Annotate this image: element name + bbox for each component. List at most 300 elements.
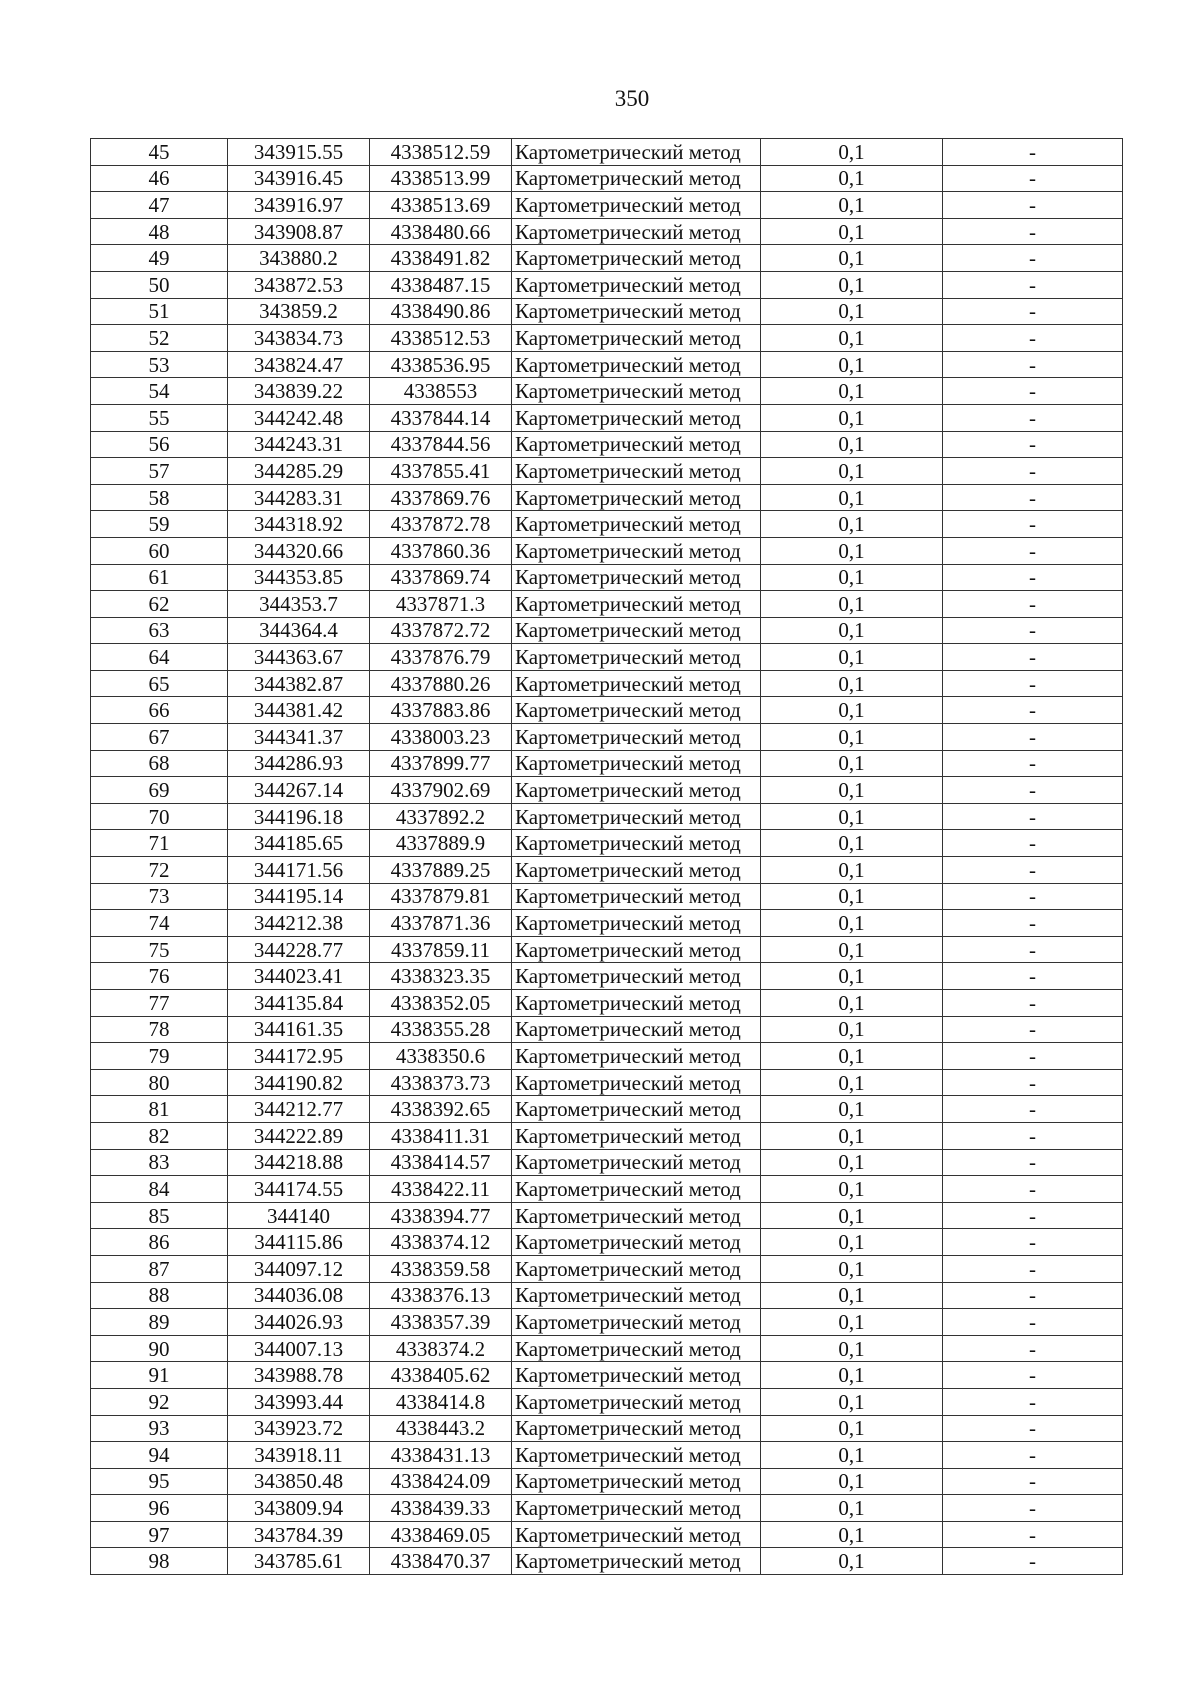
method-cell: Картометрический метод (512, 1468, 761, 1495)
table-row (91, 245, 1123, 272)
x-coordinate-cell: 344222.89 (228, 1122, 370, 1149)
point-number-cell: 95 (91, 1468, 228, 1495)
y-coordinate-cell: 4337869.74 (370, 564, 512, 591)
method-cell: Картометрический метод (512, 218, 761, 245)
dash-cell: - (943, 1442, 1123, 1469)
x-coordinate-cell: 344212.77 (228, 1096, 370, 1123)
accuracy-cell: 0,1 (761, 1176, 943, 1203)
method-cell: Картометрический метод (512, 564, 761, 591)
y-coordinate-cell: 4337883.86 (370, 697, 512, 724)
dash-cell: - (943, 1282, 1123, 1309)
table-row (91, 271, 1123, 298)
accuracy-cell: 0,1 (761, 537, 943, 564)
point-number-cell: 79 (91, 1043, 228, 1070)
table-row (91, 1043, 1123, 1070)
point-number-cell: 52 (91, 325, 228, 352)
point-number-cell: 47 (91, 192, 228, 219)
y-coordinate-cell: 4337889.9 (370, 830, 512, 857)
y-coordinate-cell: 4337844.14 (370, 404, 512, 431)
method-cell: Картометрический метод (512, 537, 761, 564)
dash-cell: - (943, 404, 1123, 431)
point-number-cell: 61 (91, 564, 228, 591)
point-number-cell: 60 (91, 537, 228, 564)
point-number-cell: 82 (91, 1122, 228, 1149)
accuracy-cell: 0,1 (761, 591, 943, 618)
dash-cell: - (943, 1362, 1123, 1389)
accuracy-cell: 0,1 (761, 378, 943, 405)
point-number-cell: 98 (91, 1548, 228, 1575)
table-row (91, 1229, 1123, 1256)
x-coordinate-cell: 343850.48 (228, 1468, 370, 1495)
point-number-cell: 70 (91, 803, 228, 830)
table-row (91, 963, 1123, 990)
accuracy-cell: 0,1 (761, 484, 943, 511)
y-coordinate-cell: 4338414.57 (370, 1149, 512, 1176)
dash-cell: - (943, 1388, 1123, 1415)
table-row (91, 1442, 1123, 1469)
y-coordinate-cell: 4338003.23 (370, 724, 512, 751)
method-cell: Картометрический метод (512, 1495, 761, 1522)
x-coordinate-cell: 343872.53 (228, 271, 370, 298)
table-row (91, 1468, 1123, 1495)
accuracy-cell: 0,1 (761, 883, 943, 910)
point-number-cell: 53 (91, 351, 228, 378)
x-coordinate-cell: 343918.11 (228, 1442, 370, 1469)
method-cell: Картометрический метод (512, 1176, 761, 1203)
method-cell: Картометрический метод (512, 617, 761, 644)
y-coordinate-cell: 4337892.2 (370, 803, 512, 830)
table-row (91, 378, 1123, 405)
y-coordinate-cell: 4337844.56 (370, 431, 512, 458)
y-coordinate-cell: 4338374.2 (370, 1335, 512, 1362)
dash-cell: - (943, 1149, 1123, 1176)
point-number-cell: 77 (91, 990, 228, 1017)
accuracy-cell: 0,1 (761, 963, 943, 990)
dash-cell: - (943, 1495, 1123, 1522)
y-coordinate-cell: 4337872.78 (370, 511, 512, 538)
method-cell: Картометрический метод (512, 803, 761, 830)
x-coordinate-cell: 343785.61 (228, 1548, 370, 1575)
y-coordinate-cell: 4337880.26 (370, 670, 512, 697)
accuracy-cell: 0,1 (761, 697, 943, 724)
table-row (91, 1122, 1123, 1149)
method-cell: Картометрический метод (512, 378, 761, 405)
accuracy-cell: 0,1 (761, 910, 943, 937)
dash-cell: - (943, 218, 1123, 245)
point-number-cell: 58 (91, 484, 228, 511)
method-cell: Картометрический метод (512, 910, 761, 937)
x-coordinate-cell: 343923.72 (228, 1415, 370, 1442)
x-coordinate-cell: 344242.48 (228, 404, 370, 431)
point-number-cell: 54 (91, 378, 228, 405)
accuracy-cell: 0,1 (761, 670, 943, 697)
x-coordinate-cell: 344228.77 (228, 936, 370, 963)
x-coordinate-cell: 344218.88 (228, 1149, 370, 1176)
point-number-cell: 83 (91, 1149, 228, 1176)
table-row (91, 644, 1123, 671)
table-row (91, 777, 1123, 804)
y-coordinate-cell: 4338491.82 (370, 245, 512, 272)
y-coordinate-cell: 4338536.95 (370, 351, 512, 378)
method-cell: Картометрический метод (512, 511, 761, 538)
method-cell: Картометрический метод (512, 591, 761, 618)
point-number-cell: 74 (91, 910, 228, 937)
dash-cell: - (943, 139, 1123, 166)
point-number-cell: 75 (91, 936, 228, 963)
point-number-cell: 81 (91, 1096, 228, 1123)
method-cell: Картометрический метод (512, 1442, 761, 1469)
accuracy-cell: 0,1 (761, 750, 943, 777)
y-coordinate-cell: 4338323.35 (370, 963, 512, 990)
y-coordinate-cell: 4338414.8 (370, 1388, 512, 1415)
y-coordinate-cell: 4338512.53 (370, 325, 512, 352)
point-number-cell: 46 (91, 165, 228, 192)
x-coordinate-cell: 344023.41 (228, 963, 370, 990)
table-row (91, 1388, 1123, 1415)
dash-cell: - (943, 963, 1123, 990)
dash-cell: - (943, 298, 1123, 325)
table-row (91, 165, 1123, 192)
accuracy-cell: 0,1 (761, 1096, 943, 1123)
accuracy-cell: 0,1 (761, 404, 943, 431)
method-cell: Картометрический метод (512, 1388, 761, 1415)
y-coordinate-cell: 4337871.36 (370, 910, 512, 937)
method-cell: Картометрический метод (512, 139, 761, 166)
table-row (91, 1096, 1123, 1123)
accuracy-cell: 0,1 (761, 990, 943, 1017)
table-row (91, 511, 1123, 538)
x-coordinate-cell: 344364.4 (228, 617, 370, 644)
x-coordinate-cell: 343784.39 (228, 1521, 370, 1548)
x-coordinate-cell: 344341.37 (228, 724, 370, 751)
method-cell: Картометрический метод (512, 165, 761, 192)
method-cell: Картометрический метод (512, 670, 761, 697)
method-cell: Картометрический метод (512, 1149, 761, 1176)
dash-cell: - (943, 1016, 1123, 1043)
dash-cell: - (943, 351, 1123, 378)
method-cell: Картометрический метод (512, 990, 761, 1017)
y-coordinate-cell: 4337855.41 (370, 458, 512, 485)
table-row (91, 325, 1123, 352)
accuracy-cell: 0,1 (761, 1495, 943, 1522)
accuracy-cell: 0,1 (761, 803, 943, 830)
y-coordinate-cell: 4338487.15 (370, 271, 512, 298)
table-row (91, 1495, 1123, 1522)
table-row (91, 1282, 1123, 1309)
table-row (91, 1016, 1123, 1043)
table-row (91, 724, 1123, 751)
table-row (91, 1069, 1123, 1096)
method-cell: Картометрический метод (512, 750, 761, 777)
point-number-cell: 49 (91, 245, 228, 272)
point-number-cell: 66 (91, 697, 228, 724)
table-row (91, 857, 1123, 884)
table-row (91, 1415, 1123, 1442)
method-cell: Картометрический метод (512, 298, 761, 325)
accuracy-cell: 0,1 (761, 1229, 943, 1256)
accuracy-cell: 0,1 (761, 192, 943, 219)
point-number-cell: 67 (91, 724, 228, 751)
x-coordinate-cell: 344140 (228, 1202, 370, 1229)
x-coordinate-cell: 344243.31 (228, 431, 370, 458)
table-row (91, 750, 1123, 777)
x-coordinate-cell: 344026.93 (228, 1309, 370, 1336)
dash-cell: - (943, 1043, 1123, 1070)
table-row (91, 990, 1123, 1017)
point-number-cell: 63 (91, 617, 228, 644)
dash-cell: - (943, 990, 1123, 1017)
method-cell: Картометрический метод (512, 458, 761, 485)
dash-cell: - (943, 1335, 1123, 1362)
dash-cell: - (943, 378, 1123, 405)
table-row (91, 697, 1123, 724)
method-cell: Картометрический метод (512, 883, 761, 910)
dash-cell: - (943, 830, 1123, 857)
x-coordinate-cell: 344353.7 (228, 591, 370, 618)
x-coordinate-cell: 343916.45 (228, 165, 370, 192)
x-coordinate-cell: 344115.86 (228, 1229, 370, 1256)
point-number-cell: 65 (91, 670, 228, 697)
method-cell: Картометрический метод (512, 644, 761, 671)
method-cell: Картометрический метод (512, 1548, 761, 1575)
point-number-cell: 62 (91, 591, 228, 618)
point-number-cell: 96 (91, 1495, 228, 1522)
table-row (91, 830, 1123, 857)
table-row (91, 139, 1123, 166)
y-coordinate-cell: 4338357.39 (370, 1309, 512, 1336)
dash-cell: - (943, 165, 1123, 192)
x-coordinate-cell: 344195.14 (228, 883, 370, 910)
y-coordinate-cell: 4338424.09 (370, 1468, 512, 1495)
y-coordinate-cell: 4338513.99 (370, 165, 512, 192)
table-row (91, 803, 1123, 830)
point-number-cell: 91 (91, 1362, 228, 1389)
dash-cell: - (943, 883, 1123, 910)
method-cell: Картометрический метод (512, 1415, 761, 1442)
y-coordinate-cell: 4338490.86 (370, 298, 512, 325)
x-coordinate-cell: 343880.2 (228, 245, 370, 272)
dash-cell: - (943, 1202, 1123, 1229)
accuracy-cell: 0,1 (761, 1521, 943, 1548)
x-coordinate-cell: 343839.22 (228, 378, 370, 405)
y-coordinate-cell: 4337860.36 (370, 537, 512, 564)
accuracy-cell: 0,1 (761, 1548, 943, 1575)
accuracy-cell: 0,1 (761, 857, 943, 884)
accuracy-cell: 0,1 (761, 1122, 943, 1149)
dash-cell: - (943, 458, 1123, 485)
method-cell: Картометрический метод (512, 1069, 761, 1096)
y-coordinate-cell: 4338392.65 (370, 1096, 512, 1123)
dash-cell: - (943, 803, 1123, 830)
method-cell: Картометрический метод (512, 830, 761, 857)
accuracy-cell: 0,1 (761, 1468, 943, 1495)
point-number-cell: 89 (91, 1309, 228, 1336)
table-row (91, 218, 1123, 245)
x-coordinate-cell: 343824.47 (228, 351, 370, 378)
y-coordinate-cell: 4338431.13 (370, 1442, 512, 1469)
point-number-cell: 78 (91, 1016, 228, 1043)
x-coordinate-cell: 344212.38 (228, 910, 370, 937)
accuracy-cell: 0,1 (761, 1043, 943, 1070)
point-number-cell: 94 (91, 1442, 228, 1469)
table-row (91, 1521, 1123, 1548)
point-number-cell: 90 (91, 1335, 228, 1362)
accuracy-cell: 0,1 (761, 1362, 943, 1389)
dash-cell: - (943, 271, 1123, 298)
x-coordinate-cell: 344320.66 (228, 537, 370, 564)
method-cell: Картометрический метод (512, 857, 761, 884)
y-coordinate-cell: 4337902.69 (370, 777, 512, 804)
dash-cell: - (943, 325, 1123, 352)
x-coordinate-cell: 343834.73 (228, 325, 370, 352)
accuracy-cell: 0,1 (761, 1069, 943, 1096)
x-coordinate-cell: 343809.94 (228, 1495, 370, 1522)
table-row (91, 1362, 1123, 1389)
x-coordinate-cell: 344363.67 (228, 644, 370, 671)
point-number-cell: 64 (91, 644, 228, 671)
dash-cell: - (943, 1229, 1123, 1256)
table-row (91, 1176, 1123, 1203)
y-coordinate-cell: 4337871.3 (370, 591, 512, 618)
y-coordinate-cell: 4338350.6 (370, 1043, 512, 1070)
x-coordinate-cell: 344285.29 (228, 458, 370, 485)
table-body (91, 139, 1123, 1575)
x-coordinate-cell: 343908.87 (228, 218, 370, 245)
x-coordinate-cell: 344196.18 (228, 803, 370, 830)
dash-cell: - (943, 1468, 1123, 1495)
accuracy-cell: 0,1 (761, 777, 943, 804)
x-coordinate-cell: 343988.78 (228, 1362, 370, 1389)
dash-cell: - (943, 670, 1123, 697)
y-coordinate-cell: 4338373.73 (370, 1069, 512, 1096)
table-row (91, 564, 1123, 591)
method-cell: Картометрический метод (512, 325, 761, 352)
table-row (91, 192, 1123, 219)
point-number-cell: 59 (91, 511, 228, 538)
table-row (91, 1149, 1123, 1176)
y-coordinate-cell: 4338480.66 (370, 218, 512, 245)
point-number-cell: 80 (91, 1069, 228, 1096)
accuracy-cell: 0,1 (761, 458, 943, 485)
method-cell: Картометрический метод (512, 271, 761, 298)
table-row (91, 537, 1123, 564)
table-row (91, 1548, 1123, 1575)
method-cell: Картометрический метод (512, 1016, 761, 1043)
y-coordinate-cell: 4338355.28 (370, 1016, 512, 1043)
x-coordinate-cell: 344381.42 (228, 697, 370, 724)
accuracy-cell: 0,1 (761, 564, 943, 591)
method-cell: Картометрический метод (512, 1255, 761, 1282)
dash-cell: - (943, 617, 1123, 644)
y-coordinate-cell: 4337859.11 (370, 936, 512, 963)
accuracy-cell: 0,1 (761, 1309, 943, 1336)
method-cell: Картометрический метод (512, 1229, 761, 1256)
dash-cell: - (943, 1415, 1123, 1442)
y-coordinate-cell: 4338443.2 (370, 1415, 512, 1442)
point-number-cell: 72 (91, 857, 228, 884)
y-coordinate-cell: 4338352.05 (370, 990, 512, 1017)
accuracy-cell: 0,1 (761, 298, 943, 325)
dash-cell: - (943, 245, 1123, 272)
point-number-cell: 50 (91, 271, 228, 298)
method-cell: Картометрический метод (512, 1521, 761, 1548)
dash-cell: - (943, 1309, 1123, 1336)
accuracy-cell: 0,1 (761, 830, 943, 857)
x-coordinate-cell: 344318.92 (228, 511, 370, 538)
y-coordinate-cell: 4337899.77 (370, 750, 512, 777)
dash-cell: - (943, 484, 1123, 511)
y-coordinate-cell: 4338553 (370, 378, 512, 405)
table-row (91, 1309, 1123, 1336)
accuracy-cell: 0,1 (761, 245, 943, 272)
method-cell: Картометрический метод (512, 1362, 761, 1389)
dash-cell: - (943, 1255, 1123, 1282)
dash-cell: - (943, 1122, 1123, 1149)
accuracy-cell: 0,1 (761, 431, 943, 458)
x-coordinate-cell: 344286.93 (228, 750, 370, 777)
accuracy-cell: 0,1 (761, 1442, 943, 1469)
accuracy-cell: 0,1 (761, 617, 943, 644)
method-cell: Картометрический метод (512, 1282, 761, 1309)
accuracy-cell: 0,1 (761, 724, 943, 751)
y-coordinate-cell: 4338439.33 (370, 1495, 512, 1522)
accuracy-cell: 0,1 (761, 1149, 943, 1176)
dash-cell: - (943, 1521, 1123, 1548)
table-row (91, 1255, 1123, 1282)
point-number-cell: 45 (91, 139, 228, 166)
dash-cell: - (943, 537, 1123, 564)
method-cell: Картометрический метод (512, 1309, 761, 1336)
dash-cell: - (943, 564, 1123, 591)
dash-cell: - (943, 777, 1123, 804)
y-coordinate-cell: 4338422.11 (370, 1176, 512, 1203)
table-row (91, 298, 1123, 325)
point-number-cell: 56 (91, 431, 228, 458)
accuracy-cell: 0,1 (761, 1415, 943, 1442)
accuracy-cell: 0,1 (761, 271, 943, 298)
y-coordinate-cell: 4338411.31 (370, 1122, 512, 1149)
dash-cell: - (943, 697, 1123, 724)
y-coordinate-cell: 4338470.37 (370, 1548, 512, 1575)
accuracy-cell: 0,1 (761, 218, 943, 245)
dash-cell: - (943, 1548, 1123, 1575)
method-cell: Картометрический метод (512, 724, 761, 751)
point-number-cell: 73 (91, 883, 228, 910)
point-number-cell: 71 (91, 830, 228, 857)
point-number-cell: 85 (91, 1202, 228, 1229)
x-coordinate-cell: 344185.65 (228, 830, 370, 857)
x-coordinate-cell: 344190.82 (228, 1069, 370, 1096)
point-number-cell: 57 (91, 458, 228, 485)
coordinates-table (90, 138, 1123, 1575)
accuracy-cell: 0,1 (761, 139, 943, 166)
table-row (91, 1202, 1123, 1229)
point-number-cell: 76 (91, 963, 228, 990)
dash-cell: - (943, 857, 1123, 884)
point-number-cell: 55 (91, 404, 228, 431)
point-number-cell: 48 (91, 218, 228, 245)
dash-cell: - (943, 1069, 1123, 1096)
point-number-cell: 97 (91, 1521, 228, 1548)
accuracy-cell: 0,1 (761, 1335, 943, 1362)
method-cell: Картометрический метод (512, 192, 761, 219)
accuracy-cell: 0,1 (761, 1255, 943, 1282)
x-coordinate-cell: 344174.55 (228, 1176, 370, 1203)
table-row (91, 591, 1123, 618)
table-row (91, 351, 1123, 378)
page-number: 350 (614, 86, 650, 111)
y-coordinate-cell: 4337872.72 (370, 617, 512, 644)
